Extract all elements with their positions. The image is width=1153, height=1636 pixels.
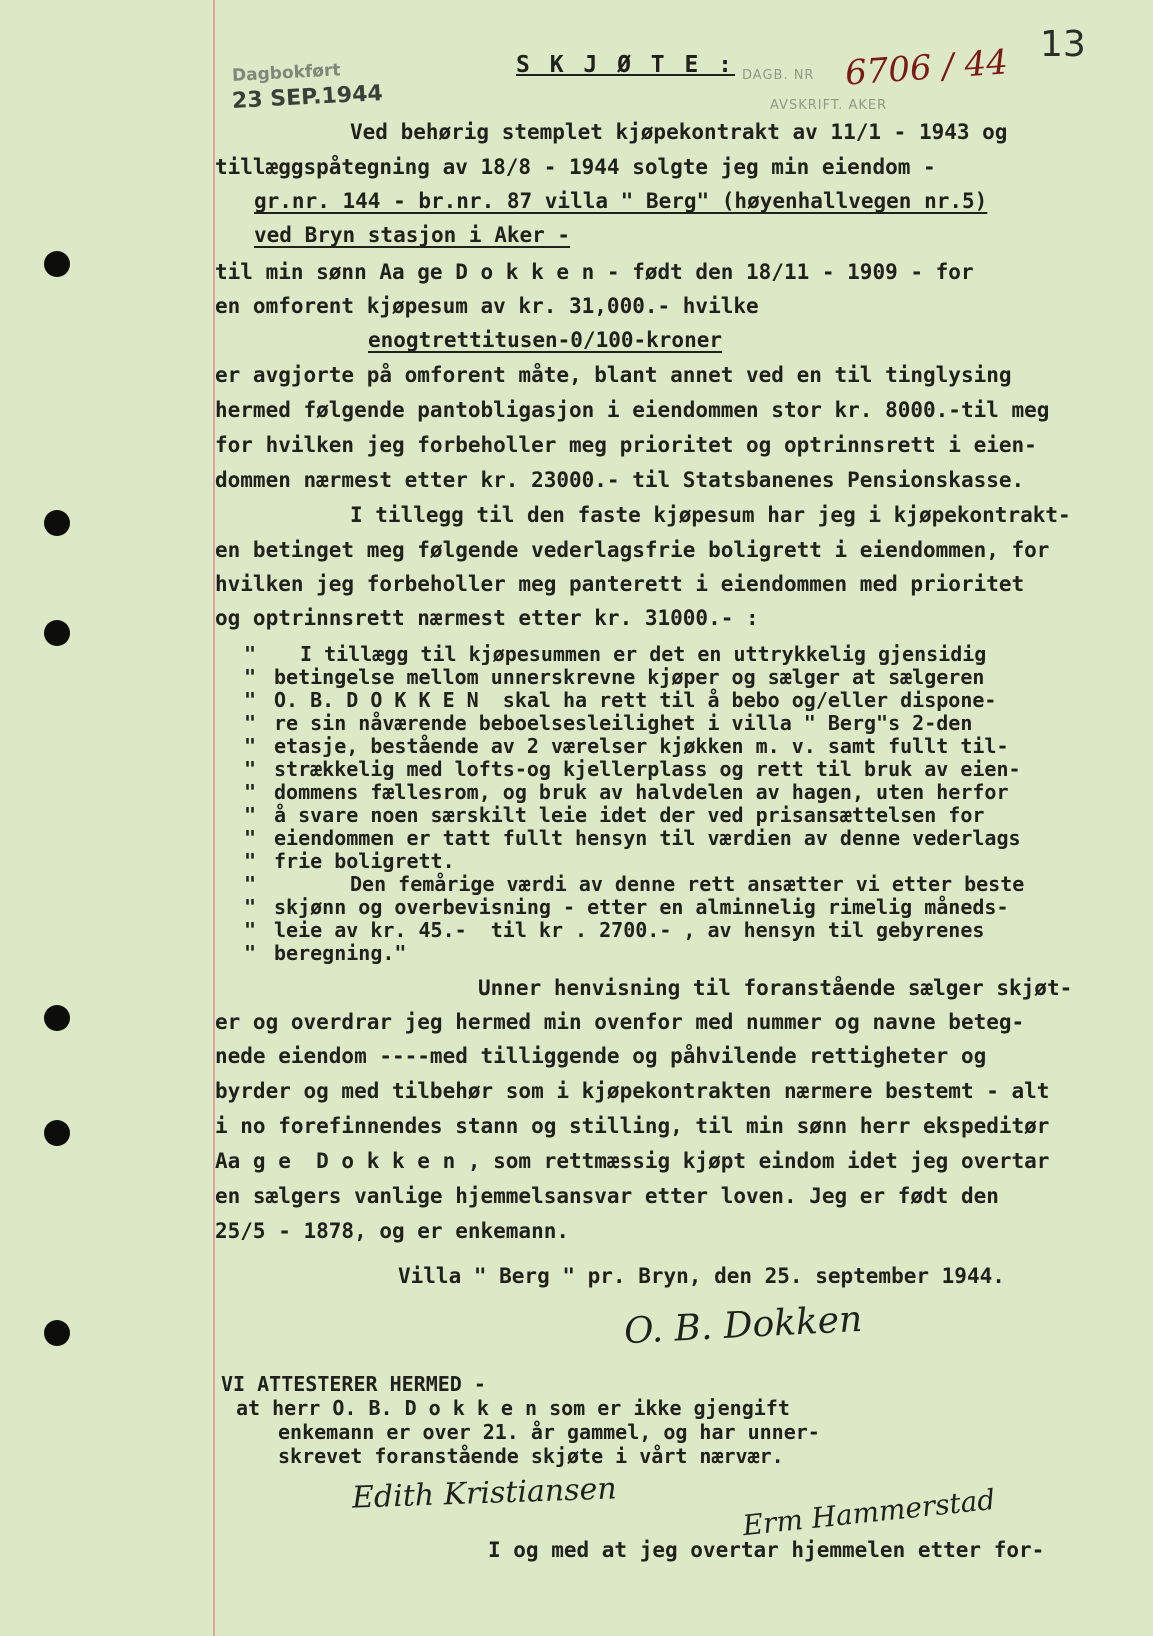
body-line: hermed følgende pantobligasjon i eiendommen stor kr. 8000.-til meg <box>215 398 1050 422</box>
body-line: en omforent kjøpesum av kr. 31,000.- hvilke <box>215 294 759 318</box>
quote-mark: " <box>244 734 257 758</box>
quote-line: etasje, bestående av 2 værelser kjøkken m. v. samt fullt til- <box>274 734 1009 758</box>
body-line: hvilken jeg forbeholler meg panterett i eiendommen med prioritet <box>215 572 1025 596</box>
attest-line: at herr O. B. D o k k e n som er ikke gjengift <box>236 1396 790 1420</box>
stamp-label: Dagbokført <box>231 60 341 86</box>
stamp-dagb-label: DAGB. NR <box>742 68 815 83</box>
handwritten-journal-number: 6706 / 44 <box>843 42 1010 94</box>
punch-hole <box>44 1005 70 1031</box>
body-line: for hvilken jeg forbeholler meg prioritet og optrinnsrett i eien- <box>215 433 1037 457</box>
quote-line: skjønn og overbevisning - etter en alminnelig rimelig måneds- <box>274 895 1009 919</box>
closing-line: Unner henvisning til foranstående sælger skjøt- <box>478 976 1073 1000</box>
body-line: ved Bryn stasjon i Aker - <box>254 223 571 247</box>
page-number: 13 <box>1040 24 1086 65</box>
body-line: Ved behørig stemplet kjøpekontrakt av 11/1 - 1943 og <box>350 120 1008 144</box>
final-line: I og med at jeg overtar hjemmelen etter for- <box>488 1538 1045 1562</box>
quote-mark: " <box>244 872 257 896</box>
closing-line: byrder og med tilbehør som i kjøpekontrakten nærmere bestemt - alt <box>215 1079 1050 1103</box>
closing-line: i no forefinnendes stann og stilling, til min sønn herr ekspeditør <box>215 1114 1050 1138</box>
attest-heading: VI ATTESTERER HERMED - <box>221 1372 486 1396</box>
quote-mark: " <box>244 803 257 827</box>
quote-mark: " <box>244 688 257 712</box>
quote-mark: " <box>244 849 257 873</box>
stamp-date: 23 SEP.1944 <box>231 81 384 114</box>
attest-line: skrevet foranstående skjøte i vårt nærvær. <box>278 1444 784 1468</box>
body-line: dommen nærmest etter kr. 23000.- til Statsbanenes Pensionskasse. <box>215 468 1025 492</box>
punch-hole <box>44 510 70 536</box>
quote-mark: " <box>244 665 257 689</box>
quote-line: betingelse mellom unnerskrevne kjøper og sælger at sælgeren <box>274 665 985 689</box>
quote-line: å svare noen særskilt leie idet der ved prisansættelsen for <box>274 803 985 827</box>
quote-mark: " <box>244 826 257 850</box>
margin-rule <box>213 0 215 1636</box>
body-line: er avgjorte på omforent måte, blant annet ved en til tinglysing <box>215 363 1012 387</box>
document-title: S K J Ø T E : <box>516 52 736 78</box>
quote-line: strækkelig med lofts-og kjellerplass og rett til bruk av eien- <box>274 757 1021 781</box>
body-line: I tillegg til den faste kjøpesum har jeg i kjøpekontrakt- <box>350 503 1071 527</box>
quote-mark: " <box>244 757 257 781</box>
quote-mark: " <box>244 780 257 804</box>
place-and-date: Villa " Berg " pr. Bryn, den 25. september 1944. <box>398 1264 1005 1288</box>
closing-line: en sælgers vanlige hjemmelsansvar etter loven. Jeg er født den <box>215 1184 999 1208</box>
body-line: en betinget meg følgende vederlagsfrie boligrett i eiendommen, for <box>215 538 1050 562</box>
quote-mark: " <box>244 642 257 666</box>
quote-line: O. B. D O K K E N skal ha rett til å bebo og/eller dispone- <box>274 688 997 712</box>
punch-hole <box>44 620 70 646</box>
attest-line: enkemann er over 21. år gammel, og har unner- <box>278 1420 820 1444</box>
body-line: gr.nr. 144 - br.nr. 87 villa " Berg" (høyenhallvegen nr.5) <box>254 189 988 213</box>
quote-line: leie av kr. 45.- til kr . 2700.- , av hensyn til gebyrenes <box>274 918 985 942</box>
witness-signature: Edith Kristiansen <box>351 1471 618 1516</box>
body-line: og optrinnsrett nærmest etter kr. 31000.- : <box>215 606 759 630</box>
quote-line: frie boligrett. <box>274 849 455 873</box>
quote-line: Den femårige værdi av denne rett ansætter vi etter beste <box>350 872 1025 896</box>
quote-line: eiendommen er tatt fullt hensyn til værdien av denne vederlags <box>274 826 1021 850</box>
closing-line: nede eiendom ----med tilliggende og påhvilende rettigheter og <box>215 1044 987 1068</box>
quote-line: re sin nåværende beboelsesleilighet i villa " Berg"s 2-den <box>274 711 973 735</box>
stamp-avskrift-label: AVSKRIFT. AKER <box>770 98 888 113</box>
quote-line: dommens fællesrom, og bruk av halvdelen av hagen, uten herfor <box>274 780 1009 804</box>
body-line: til min sønn Aa ge D o k k e n - født den 18/11 - 1909 - for <box>215 260 974 284</box>
body-line: enogtrettitusen-0/100-kroner <box>368 328 723 352</box>
punch-hole <box>44 1320 70 1346</box>
quote-line: I tillægg til kjøpesummen er det en uttrykkelig gjensidig <box>300 642 987 666</box>
closing-line: er og overdrar jeg hermed min ovenfor med nummer og navne beteg- <box>215 1010 1025 1034</box>
quote-mark: " <box>244 918 257 942</box>
punch-hole <box>44 1120 70 1146</box>
witness-signature: Erm Hammerstad <box>740 1482 997 1543</box>
body-line: tillæggspåtegning av 18/8 - 1944 solgte jeg min eiendom - <box>215 155 936 179</box>
closing-line: Aa g e D o k k e n , som rettmæssig kjøpt eindom idet jeg overtar <box>215 1149 1050 1173</box>
quote-mark: " <box>244 941 257 965</box>
quote-mark: " <box>244 711 257 735</box>
quote-line: beregning." <box>274 941 407 965</box>
signature-main: O. B. Dokken <box>623 1298 864 1353</box>
dagbokfort-stamp <box>231 60 384 114</box>
closing-line: 25/5 - 1878, og er enkemann. <box>215 1219 570 1243</box>
punch-hole <box>44 251 70 277</box>
quote-mark: " <box>244 895 257 919</box>
